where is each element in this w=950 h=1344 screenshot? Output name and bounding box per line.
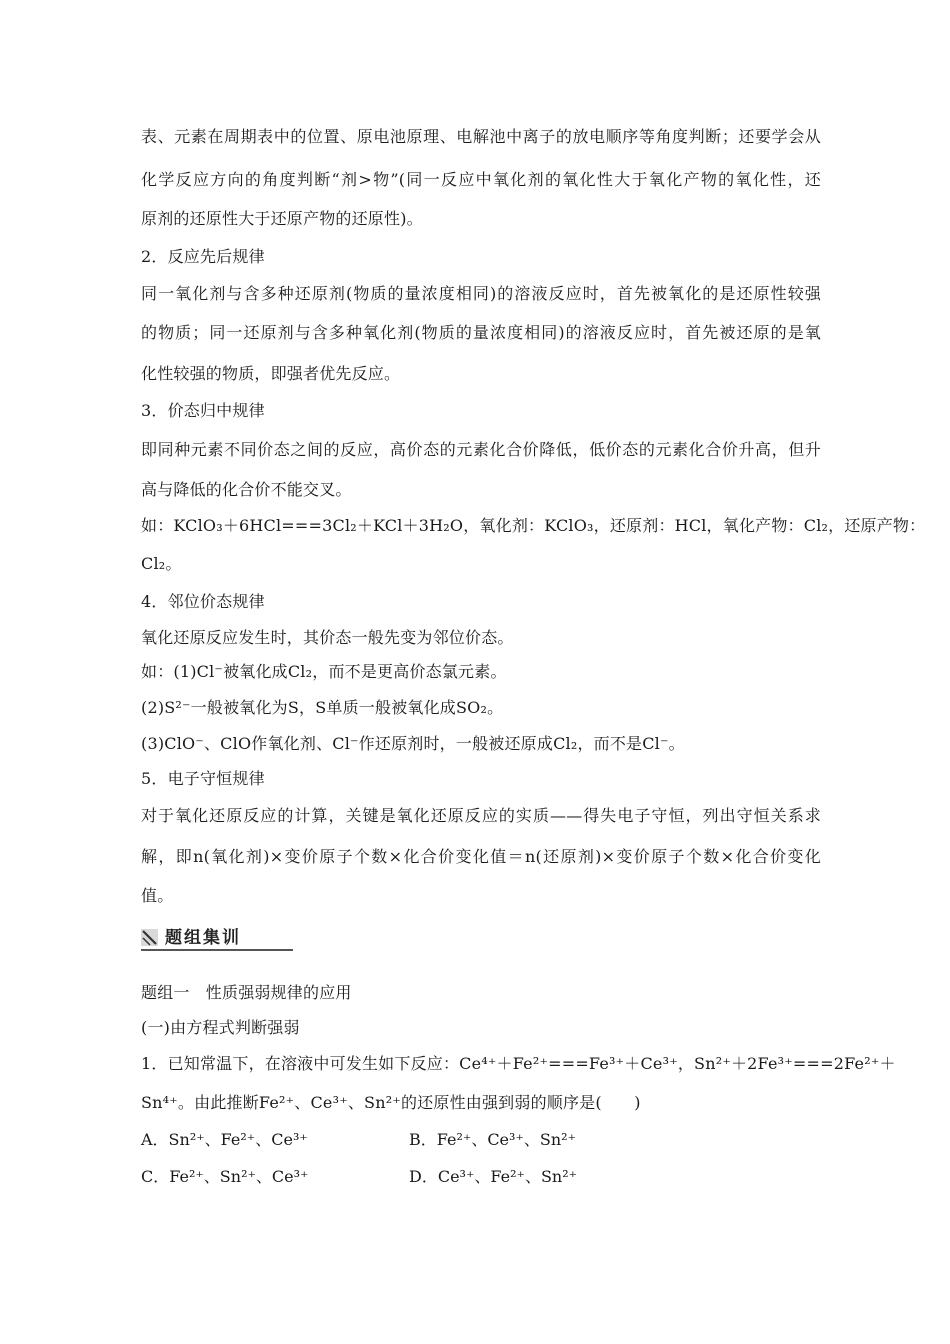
question-stem-line: Sn⁴⁺。由此推断Fe²⁺、Ce³⁺、Sn²⁺的还原性由强到弱的顺序是( ) xyxy=(141,1093,641,1112)
option-d[interactable]: D．Ce³⁺、Fe²⁺、Sn²⁺ xyxy=(409,1167,578,1186)
rule-heading: 2．反应先后规律 xyxy=(141,247,265,266)
section-heading-title: 题组集训 xyxy=(165,928,241,948)
subsection-title: (一)由方程式判断强弱 xyxy=(141,1018,300,1037)
section-heading xyxy=(141,927,293,951)
paragraph-line: Cl₂。 xyxy=(141,554,182,573)
paragraph-line: 氧化还原反应发生时，其价态一般先变为邻位价态。 xyxy=(141,628,514,647)
question-stem-line: 1．已知常温下，在溶液中可发生如下反应：Ce⁴⁺＋Fe²⁺===Fe³⁺＋Ce³⁺，Sn²⁺＋2Fe³⁺===2Fe²⁺＋ xyxy=(141,1054,896,1073)
option-b[interactable]: B．Fe²⁺、Ce³⁺、Sn²⁺ xyxy=(409,1130,577,1149)
group-title: 题组一 性质强弱规律的应用 xyxy=(141,983,352,1002)
option-a[interactable]: A．Sn²⁺、Fe²⁺、Ce³⁺ xyxy=(141,1130,308,1149)
paragraph-line: 对于氧化还原反应的计算，关键是氧化还原反应的实质——得失电子守恒，列出守恒关系求 xyxy=(141,806,821,825)
example-line: (2)S²⁻一般被氧化为S，S单质一般被氧化成SO₂。 xyxy=(141,698,504,717)
paragraph-line: 原剂的还原性大于还原产物的还原性)。 xyxy=(141,209,423,228)
paragraph-line: 即同种元素不同价态之间的反应，高价态的元素化合价降低，低价态的元素化合价升高，但升 xyxy=(141,440,821,459)
example-line: 如：(1)Cl⁻被氧化成Cl₂，而不是更高价态氯元素。 xyxy=(141,662,507,681)
paragraph-line: 高与降低的化合价不能交叉。 xyxy=(141,480,352,499)
example-equation-line: 如：KClO₃＋6HCl===3Cl₂＋KCl＋3H₂O，氧化剂：KClO₃，还原剂：HCl，氧化产物：Cl₂，还原产物： xyxy=(141,516,926,535)
heading-underline xyxy=(141,949,293,951)
rule-heading: 5．电子守恒规律 xyxy=(141,769,265,788)
example-line: (3)ClO⁻、ClO作氧化剂、Cl⁻作还原剂时，一般被还原成Cl₂，而不是Cl⁻。 xyxy=(141,734,685,753)
paragraph-line: 化性较强的物质，即强者优先反应。 xyxy=(141,364,401,383)
diagonal-stripe-icon xyxy=(141,929,158,946)
rule-heading: 3．价态归中规律 xyxy=(141,401,265,420)
paragraph-line: 化学反应方向的角度判断“剂>物”(同一反应中氧化剂的氧化性大于氧化产物的氧化性，还 xyxy=(141,170,821,189)
paragraph-line: 同一氧化剂与含多种还原剂(物质的量浓度相同)的溶液反应时，首先被氧化的是还原性较强 xyxy=(141,284,821,303)
paragraph-line: 值。 xyxy=(141,886,174,905)
paragraph-line: 的物质；同一还原剂与含多种氧化剂(物质的量浓度相同)的溶液反应时，首先被还原的是氧 xyxy=(141,323,821,342)
rule-heading: 4．邻位价态规律 xyxy=(141,592,265,611)
paragraph-line: 解，即n(氧化剂)×变价原子个数×化合价变化值＝n(还原剂)×变价原子个数×化合价变化 xyxy=(141,847,821,866)
paragraph-line: 表、元素在周期表中的位置、原电池原理、电解池中离子的放电顺序等角度判断；还要学会从 xyxy=(141,127,821,146)
option-c[interactable]: C．Fe²⁺、Sn²⁺、Ce³⁺ xyxy=(141,1167,309,1186)
